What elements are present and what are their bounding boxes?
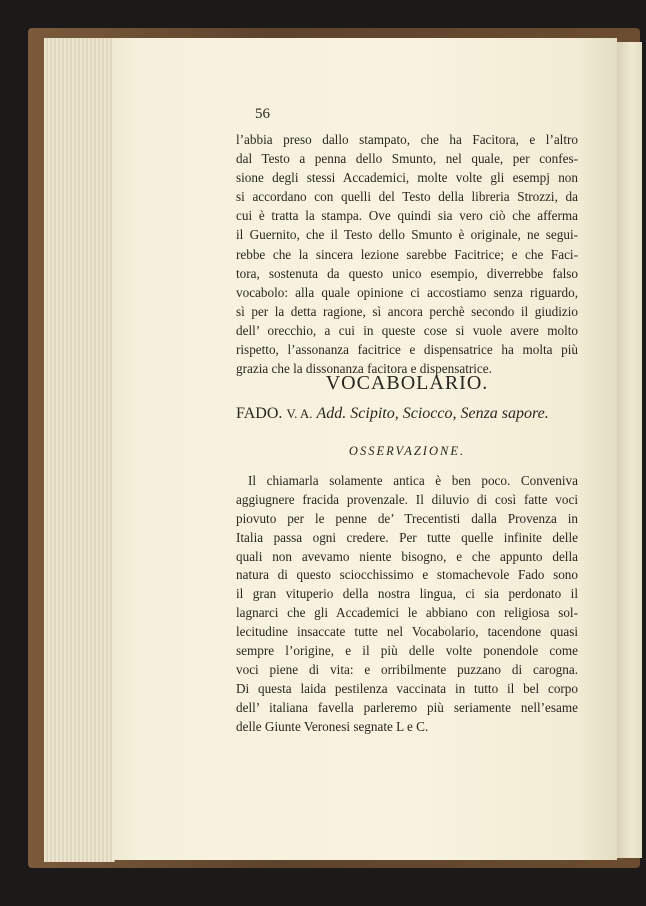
text-line: natura di questo sciocchissimo e stomachevole Fado sono xyxy=(236,567,578,583)
text-line: rispetto, l’assonanza facitrice e dispensatrice ha molta più xyxy=(236,342,578,358)
text-line: lecitudine insaccate tutte nel Vocabolario, tacendone quasi xyxy=(236,624,578,640)
facing-page-edge xyxy=(617,42,642,858)
paragraph-1 xyxy=(236,130,578,378)
page-edges xyxy=(44,38,115,862)
text-line: piovuto per le penne de’ Trecentisti dalla Provenza in xyxy=(236,510,578,526)
text-line: dell’ italiana favella parleremo più seriamente nell’esame xyxy=(236,699,578,715)
text-line: Di questa laida pestilenza vaccinata in tutto il bel corpo xyxy=(236,680,578,696)
text-line: grazia che la dissonanza facitora e dispensatrice. xyxy=(236,361,492,377)
text-line: sì per la detta ragione, sì ancora perchè secondo il giudizio xyxy=(236,303,578,319)
text-line: il Guernito, che il Testo dello Smunto è originale, ne segui- xyxy=(236,227,578,243)
text-line: dal Testo a penna dello Smunto, nel quale, per confes- xyxy=(236,151,578,167)
text-line: l’abbia preso dallo stampato, che ha Facitora, e l’altro xyxy=(236,132,578,147)
text-line: aggiugnere fracida provenzale. Il diluvio di così fatte voci xyxy=(236,491,578,507)
entry-term: FADO. xyxy=(236,405,283,422)
text-line: Italia passa ogni credere. Per tutte quelle infinite delle xyxy=(236,529,578,545)
observation-heading: OSSERVAZIONE. xyxy=(348,444,466,458)
text-line: delle Giunte Veronesi segnate L e C. xyxy=(236,718,429,734)
text-line: voci piene di vita: e orribilmente puzzano di carogna. xyxy=(236,661,578,677)
text-line: tora, sostenuta da questo unico esempio, diverrebbe falso xyxy=(236,265,578,281)
text-line: il gran vituperio della nostra lingua, ci sia perdonato il xyxy=(236,586,578,602)
text-line: vocabolo: alla quale opinione ci accostiamo senza riguardo, xyxy=(236,284,578,300)
text-line: cui è tratta la stampa. Ove quindi sia vero ciò che afferma xyxy=(236,208,578,224)
text-line: rebbe che la sincera lezione sarebbe Facitrice; e che Faci- xyxy=(236,246,578,262)
dictionary-entry xyxy=(236,405,580,423)
text-line: sione degli stessi Accademici, molte volte gli esempj non xyxy=(236,170,578,186)
entry-definition: Add. Scipito, Sciocco, Senza sapore. xyxy=(316,405,549,422)
text-line: sempre l’origine, e il più delle volte ponendole come xyxy=(236,643,578,659)
text-line: si accordano con quelli del Testo della libreria Strozzi, da xyxy=(236,189,578,205)
paragraph-2 xyxy=(236,471,578,735)
text-line: dell’ orecchio, a cui in queste cose si vuole avere molto xyxy=(236,322,578,338)
text-line: lagnarci che gli Accademici le abbiano con religiosa sol- xyxy=(236,605,578,621)
section-heading: VOCABOLARIO. xyxy=(325,372,489,394)
text-line: Il chiamarla solamente antica è ben poco. Conveniva xyxy=(248,473,578,488)
entry-grammar: V. A. xyxy=(286,406,313,421)
text-line: quali non avevamo niente bisogno, e che appunto della xyxy=(236,548,578,564)
page-number: 56 xyxy=(255,106,270,122)
